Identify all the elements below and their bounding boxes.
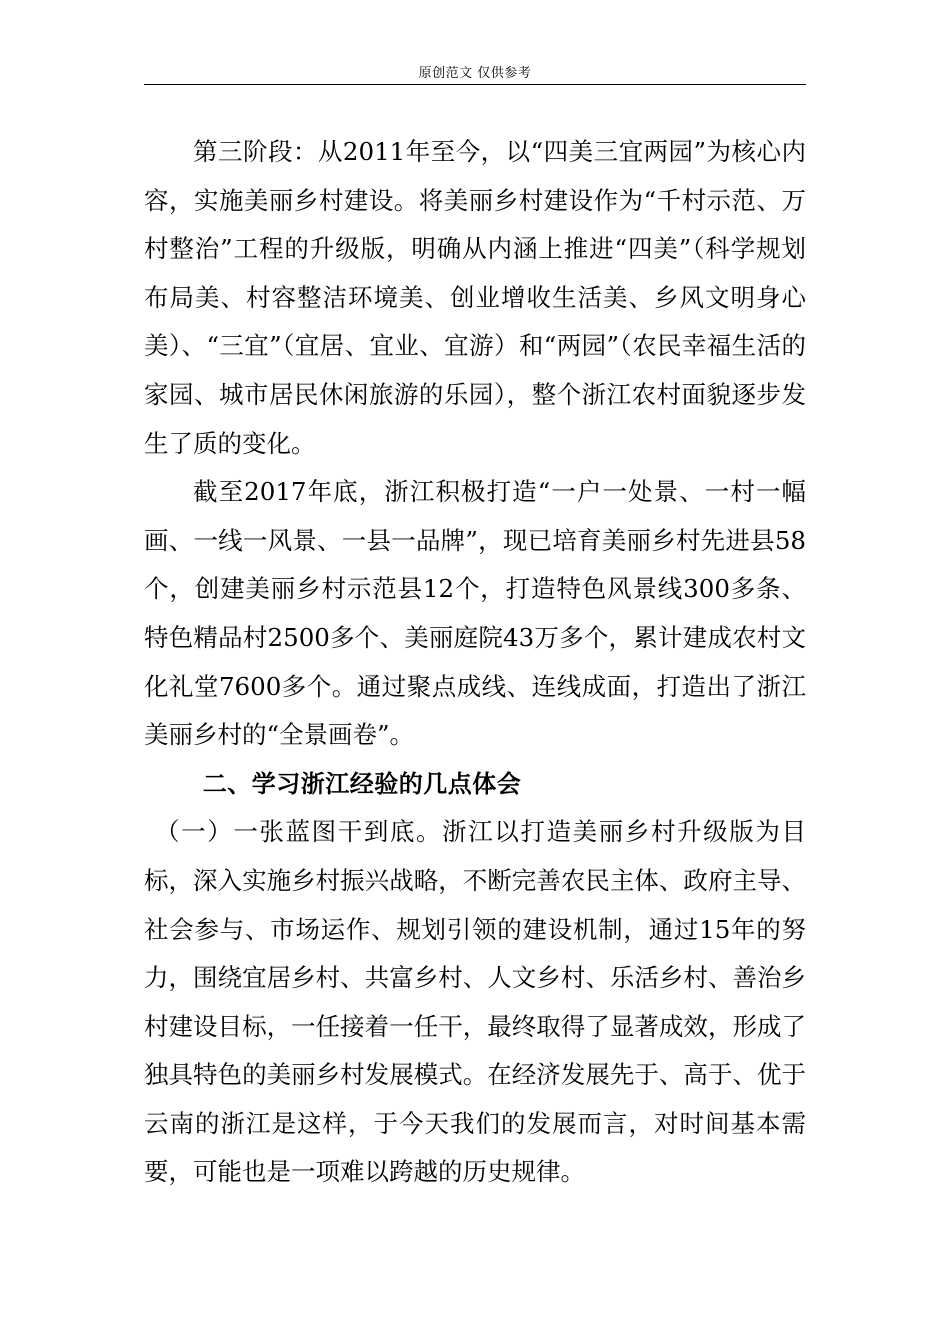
paragraph-blueprint: （一）一张蓝图干到底。浙江以打造美丽乡村升级版为目标，深入实施乡村振兴战略，不断完善农民主体、政府主导、社会参与、市场运作、规划引领的建设机制，通过15年的努力，围绕宜居乡村、共富乡村、人文乡村、乐活乡村、善治乡村建设目标，一任接着一任干，最终取得了显著成效，形成了独具特色的美丽乡村发展模式。在经济发展先于、高于、优于云南的浙江是这样，于今天我们的发展而言，对时间基本需要，可能也是一项难以跨越的历史规律。	[144, 817, 806, 1187]
header-text: 原创范文 仅供参考	[418, 66, 532, 81]
document-body	[144, 128, 806, 1197]
section-heading: 二、学习浙江经验的几点体会	[202, 769, 522, 798]
page-header	[144, 62, 806, 85]
paragraph-2017-achievements: 截至2017年底，浙江积极打造“一户一处景、一村一幅画、一线一风景、一县一品牌”，现已培育美丽乡村先进县58个，创建美丽乡村示范县12个，打造特色风景线300多条、特色精品村2500多个、美丽庭院43万多个，累计建成农村文化礼堂7600多个。通过聚点成线、连线成面，打造出了浙江美丽乡村的“全景画卷”。	[144, 477, 806, 750]
paragraph-stage-three: 第三阶段：从2011年至今，以“四美三宜两园”为核心内容，实施美丽乡村建设。将美丽乡村建设作为“千村示范、万村整治”工程的升级版，明确从内涵上推进“四美”（科学规划布局美、村容整洁环境美、创业增收生活美、乡风文明身心美）、“三宜”（宜居、宜业、宜游）和“两园”（农民幸福生活的家园、城市居民休闲旅游的乐园），整个浙江农村面貌逐步发生了质的变化。	[144, 137, 806, 458]
